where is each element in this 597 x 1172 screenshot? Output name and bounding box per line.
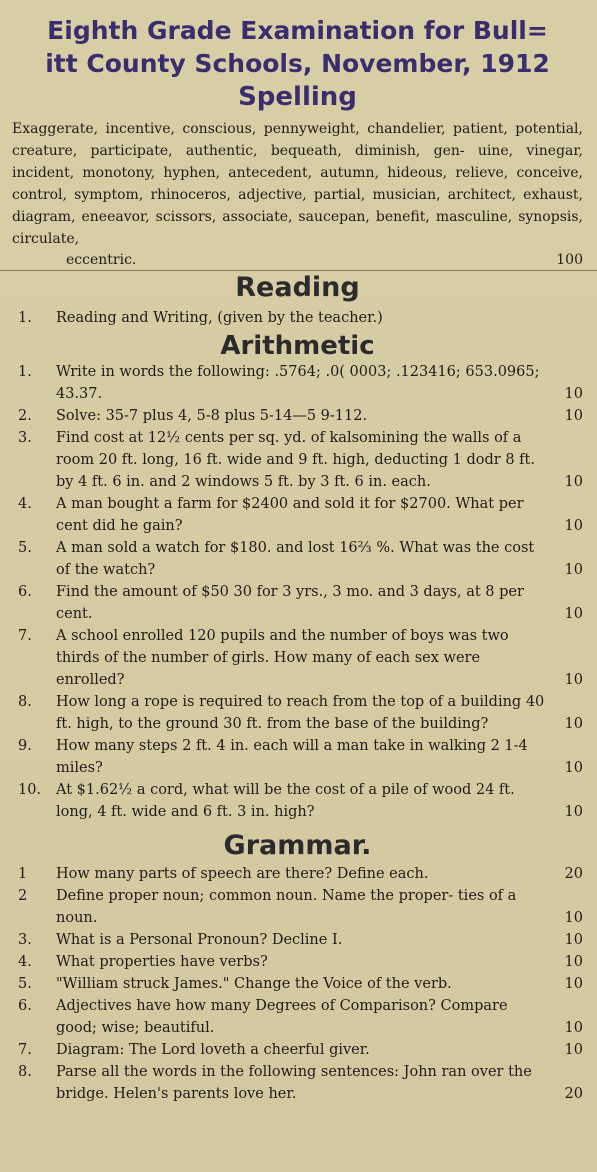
question-number: 6.: [18, 998, 32, 1014]
arithmetic-list: [12, 361, 583, 823]
grammar-heading: Grammar.: [223, 830, 372, 861]
question-text: Adjectives have how many Degrees of Comparison? Compare good; wise; beautiful.: [56, 998, 508, 1036]
question-number: 7.: [18, 1042, 32, 1058]
question-number: 7.: [18, 628, 32, 644]
page-title: [12, 14, 583, 80]
question-points: 10: [564, 954, 583, 970]
question-number: 8.: [18, 694, 32, 710]
arithmetic-heading: Arithmetic: [220, 331, 375, 361]
spelling-last-line: [12, 250, 583, 270]
question-item: [12, 405, 583, 427]
question-points: 10: [564, 1020, 583, 1036]
question-text: Write in words the following: .5764; .0( 0003; .123416; 653.0965; 43.37.: [56, 364, 540, 402]
question-points: 10: [564, 976, 583, 992]
question-points: 10: [564, 804, 583, 820]
question-points: 10: [564, 474, 583, 490]
question-text: How long a rope is required to reach from the top of a building 40 ft. high, to the ground 30 ft. from the base of the building?: [56, 694, 545, 732]
question-points: 10: [564, 408, 583, 424]
question-number: 2.: [18, 408, 32, 424]
question-text: What is a Personal Pronoun? Decline I.: [56, 932, 343, 948]
question-number: 3.: [18, 932, 32, 948]
reading-heading: Reading: [235, 272, 360, 303]
question-text: Find the amount of $50 30 for 3 yrs., 3 mo. and 3 days, at 8 per cent.: [56, 584, 524, 622]
spelling-points: 100: [556, 252, 583, 268]
question-number: 4.: [18, 954, 32, 970]
question-item: [12, 735, 583, 779]
spelling-last-word: eccentric.: [66, 252, 137, 268]
question-number: 5.: [18, 976, 32, 992]
question-points: 10: [564, 760, 583, 776]
question-points: 10: [564, 518, 583, 534]
question-points: 10: [564, 1042, 583, 1058]
question-item: [12, 537, 583, 581]
question-points: 10: [564, 386, 583, 402]
question-points: 20: [564, 1086, 583, 1102]
question-number: 6.: [18, 584, 32, 600]
question-number: 1.: [18, 310, 32, 326]
grammar-list: [12, 863, 583, 1105]
question-text: Diagram: The Lord loveth a cheerful giver.: [56, 1042, 370, 1058]
question-text: Find cost at 12½ cents per sq. yd. of kalsomining the walls of a room 20 ft. long, 16 ft. wide and 9 ft. high, deducting 1 dodr 8 ft. by 4 ft. 6 in. and 2 windows 5 ft. by 3 ft. 6 in. each.: [56, 430, 535, 490]
question-item: [12, 305, 583, 331]
question-text: At $1.62½ a cord, what will be the cost of a pile of wood 24 ft. long, 4 ft. wide and 6 ft. 3 in. high?: [56, 782, 515, 820]
question-text: How many parts of speech are there? Define each.: [56, 866, 429, 882]
question-number: 9.: [18, 738, 32, 754]
question-item: [12, 625, 583, 691]
question-number: 2: [18, 888, 28, 904]
question-item: [12, 691, 583, 735]
question-points: 10: [564, 910, 583, 926]
question-item: [12, 951, 583, 973]
title-line-1: Eighth Grade Examination for Bull=: [47, 16, 548, 45]
question-points: 20: [564, 866, 583, 882]
question-item: [12, 1039, 583, 1061]
question-number: 5.: [18, 540, 32, 556]
question-text: Reading and Writing, (given by the teacher.): [56, 310, 383, 326]
question-item: [12, 779, 583, 823]
question-text: Solve: 35-7 plus 4, 5-8 plus 5-14—5 9-112.: [56, 408, 368, 424]
question-text: A man bought a farm for $2400 and sold it for $2700. What per cent did he gain?: [56, 496, 524, 534]
question-text: How many steps 2 ft. 4 in. each will a man take in walking 2 1-4 miles?: [56, 738, 528, 776]
question-number: 10.: [18, 782, 42, 798]
question-item: [12, 427, 583, 493]
spelling-heading: Spelling: [238, 82, 357, 112]
question-item: [12, 493, 583, 537]
title-line-2: itt County Schools, November, 1912: [45, 49, 550, 78]
question-number: 4.: [18, 496, 32, 512]
question-item: [12, 581, 583, 625]
question-points: 10: [564, 932, 583, 948]
question-item: [12, 863, 583, 885]
question-item: [12, 973, 583, 995]
question-number: 1.: [18, 364, 32, 380]
question-number: 8.: [18, 1064, 32, 1080]
question-text: Define proper noun; common noun. Name the proper- ties of a noun.: [56, 888, 517, 926]
question-text: A man sold a watch for $180. and lost 16⅔ %. What was the cost of the watch?: [56, 540, 535, 578]
question-item: [12, 1061, 583, 1105]
question-points: 10: [564, 716, 583, 732]
question-text: A school enrolled 120 pupils and the number of boys was two thirds of the number of girls. How many of each sex were enrolled?: [56, 628, 509, 688]
question-item: [12, 361, 583, 405]
question-text: "William struck James." Change the Voice of the verb.: [56, 976, 452, 992]
reading-list: [12, 305, 583, 331]
question-points: 10: [564, 606, 583, 622]
spelling-word-list: Exaggerate, incentive, conscious, pennyweight, chandelier, patient, potential, creature, participate, authentic, bequeath, diminish, gen- uine, vinegar, incident, monotony, hyphen, antecedent, autumn, hideous, relieve, conceive, control, symptom, rhinoceros, adjective, partial, musician, architect, exhaust, diagram, eneeavor, scissors, associate, saucepan, benefit, masculine, synopsis, circulate,: [12, 121, 583, 247]
question-item: [12, 995, 583, 1039]
question-text: What properties have verbs?: [56, 954, 268, 970]
question-text: Parse all the words in the following sentences: John ran over the bridge. Helen's parents love her.: [56, 1064, 532, 1102]
question-number: 1: [18, 866, 28, 882]
question-item: [12, 885, 583, 929]
question-points: 10: [564, 562, 583, 578]
question-number: 3.: [18, 430, 32, 446]
question-item: [12, 929, 583, 951]
question-points: 10: [564, 672, 583, 688]
